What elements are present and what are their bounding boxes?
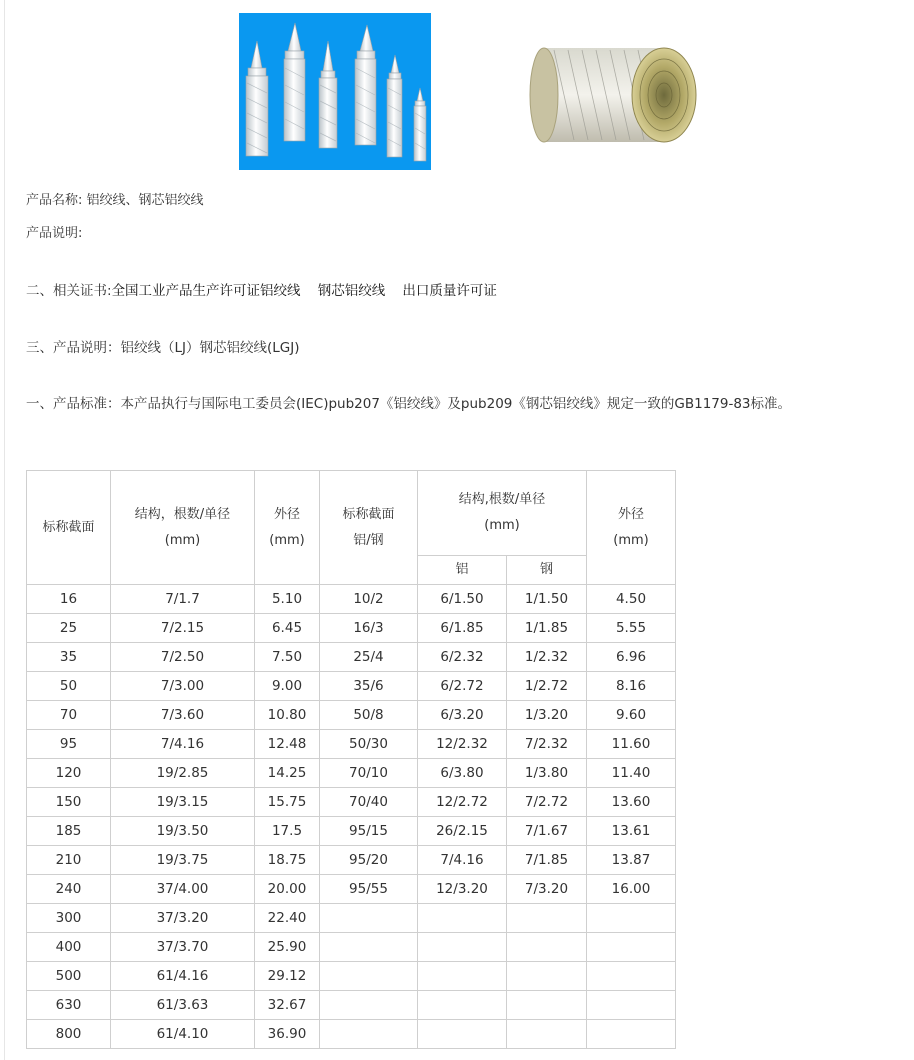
cell-lj-section: 500 bbox=[27, 962, 111, 991]
header-lj-diameter: 外径 (mm) bbox=[255, 471, 320, 585]
cell-lj-structure: 7/4.16 bbox=[111, 730, 255, 759]
table-row bbox=[27, 1020, 676, 1049]
cell-lj-structure: 7/1.7 bbox=[111, 585, 255, 614]
cell-lgj-diameter: 8.16 bbox=[587, 672, 676, 701]
cell-lgj-steel: 1/1.50 bbox=[507, 585, 587, 614]
cell-lgj-steel: 7/1.85 bbox=[507, 846, 587, 875]
cell-lj-structure: 7/3.00 bbox=[111, 672, 255, 701]
cell-lj-section: 400 bbox=[27, 933, 111, 962]
table-row bbox=[27, 643, 676, 672]
cell-lgj-section bbox=[320, 904, 418, 933]
cell-lgj-aluminum: 6/1.50 bbox=[418, 585, 507, 614]
cell-lgj-section: 70/10 bbox=[320, 759, 418, 788]
header-lgj-structure: 结构,根数/单径 (mm) bbox=[418, 471, 587, 556]
cell-lj-section: 240 bbox=[27, 875, 111, 904]
cell-lj-section: 70 bbox=[27, 701, 111, 730]
cell-lj-structure: 19/2.85 bbox=[111, 759, 255, 788]
cell-lj-diameter: 7.50 bbox=[255, 643, 320, 672]
cell-lj-section: 210 bbox=[27, 846, 111, 875]
table-row bbox=[27, 788, 676, 817]
certificates-line bbox=[26, 279, 497, 299]
cell-lgj-diameter: 13.60 bbox=[587, 788, 676, 817]
cell-lgj-aluminum: 6/3.80 bbox=[418, 759, 507, 788]
cell-lgj-section: 25/4 bbox=[320, 643, 418, 672]
cell-lgj-diameter bbox=[587, 904, 676, 933]
cell-lj-structure: 19/3.75 bbox=[111, 846, 255, 875]
cell-lj-structure: 61/4.16 bbox=[111, 962, 255, 991]
cell-lgj-aluminum: 7/4.16 bbox=[418, 846, 507, 875]
cell-lj-structure: 61/4.10 bbox=[111, 1020, 255, 1049]
cell-lgj-aluminum: 12/2.72 bbox=[418, 788, 507, 817]
table-row bbox=[27, 585, 676, 614]
cell-lgj-diameter: 11.40 bbox=[587, 759, 676, 788]
cell-lgj-diameter: 4.50 bbox=[587, 585, 676, 614]
cell-lgj-aluminum bbox=[418, 962, 507, 991]
table-row bbox=[27, 991, 676, 1020]
cell-lgj-steel: 1/1.85 bbox=[507, 614, 587, 643]
cell-lgj-aluminum: 12/3.20 bbox=[418, 875, 507, 904]
cell-lgj-diameter: 5.55 bbox=[587, 614, 676, 643]
cell-lgj-section: 50/8 bbox=[320, 701, 418, 730]
certificates-prefix: 二、相关证书: bbox=[26, 283, 112, 299]
cell-lj-diameter: 10.80 bbox=[255, 701, 320, 730]
cell-lj-diameter: 29.12 bbox=[255, 962, 320, 991]
product-standard-line: 一、产品标准：本产品执行与国际电工委员会(IEC)pub207《铝绞线》及pub209《钢芯铝绞线》规定一致的GB1179-83标准。 bbox=[26, 396, 792, 412]
cell-lj-structure: 19/3.50 bbox=[111, 817, 255, 846]
cell-lgj-section: 35/6 bbox=[320, 672, 418, 701]
certificate-item: 钢芯铝绞线 bbox=[317, 283, 386, 299]
table-header-row bbox=[27, 471, 676, 556]
header-lgj-aluminum: 铝 bbox=[418, 556, 507, 585]
cell-lj-structure: 61/3.63 bbox=[111, 991, 255, 1020]
cell-lgj-section: 16/3 bbox=[320, 614, 418, 643]
cell-lgj-steel: 1/3.80 bbox=[507, 759, 587, 788]
cell-lj-section: 50 bbox=[27, 672, 111, 701]
cell-lj-structure: 37/3.20 bbox=[111, 904, 255, 933]
steel-core-aluminum-wire-coil-image bbox=[524, 38, 710, 150]
cell-lj-diameter: 14.25 bbox=[255, 759, 320, 788]
cell-lj-diameter: 5.10 bbox=[255, 585, 320, 614]
cell-lgj-diameter bbox=[587, 1020, 676, 1049]
cell-lgj-steel bbox=[507, 991, 587, 1020]
cell-lgj-section: 95/20 bbox=[320, 846, 418, 875]
header-lj-section: 标称截面 bbox=[27, 471, 111, 585]
cell-lj-section: 95 bbox=[27, 730, 111, 759]
cell-lgj-diameter: 13.87 bbox=[587, 846, 676, 875]
table-row bbox=[27, 817, 676, 846]
cell-lgj-section: 10/2 bbox=[320, 585, 418, 614]
cell-lgj-aluminum bbox=[418, 1020, 507, 1049]
cell-lj-section: 120 bbox=[27, 759, 111, 788]
cell-lgj-diameter: 13.61 bbox=[587, 817, 676, 846]
cell-lgj-steel: 7/2.72 bbox=[507, 788, 587, 817]
cell-lgj-aluminum bbox=[418, 904, 507, 933]
product-description-label: 产品说明: bbox=[26, 226, 83, 241]
certificate-item: 全国工业产品生产许可证铝绞线 bbox=[111, 283, 301, 299]
cell-lgj-steel: 7/1.67 bbox=[507, 817, 587, 846]
table-row bbox=[27, 614, 676, 643]
cell-lj-section: 630 bbox=[27, 991, 111, 1020]
table-row bbox=[27, 759, 676, 788]
header-lgj-section: 标称截面 铝/钢 bbox=[320, 471, 418, 585]
header-lgj-diameter: 外径 (mm) bbox=[587, 471, 676, 585]
table-row bbox=[27, 672, 676, 701]
cell-lj-diameter: 36.90 bbox=[255, 1020, 320, 1049]
cell-lj-diameter: 12.48 bbox=[255, 730, 320, 759]
cell-lgj-aluminum: 6/3.20 bbox=[418, 701, 507, 730]
cell-lgj-section bbox=[320, 991, 418, 1020]
cell-lgj-aluminum: 6/2.32 bbox=[418, 643, 507, 672]
cell-lgj-section: 50/30 bbox=[320, 730, 418, 759]
cell-lj-structure: 37/3.70 bbox=[111, 933, 255, 962]
table-row bbox=[27, 875, 676, 904]
header-lj-structure: 结构，根数/单径 (mm) bbox=[111, 471, 255, 585]
cell-lj-diameter: 22.40 bbox=[255, 904, 320, 933]
cell-lgj-diameter: 11.60 bbox=[587, 730, 676, 759]
cell-lgj-steel: 7/2.32 bbox=[507, 730, 587, 759]
table-row bbox=[27, 933, 676, 962]
cell-lgj-section: 70/40 bbox=[320, 788, 418, 817]
specification-table bbox=[26, 470, 676, 1049]
cell-lgj-aluminum: 6/2.72 bbox=[418, 672, 507, 701]
cell-lgj-diameter: 6.96 bbox=[587, 643, 676, 672]
product-name-value: 铝绞线、钢芯铝绞线 bbox=[86, 193, 204, 208]
cell-lj-section: 16 bbox=[27, 585, 111, 614]
cell-lgj-section bbox=[320, 933, 418, 962]
cell-lgj-section bbox=[320, 1020, 418, 1049]
cell-lj-diameter: 17.5 bbox=[255, 817, 320, 846]
cell-lj-diameter: 32.67 bbox=[255, 991, 320, 1020]
cell-lgj-diameter: 16.00 bbox=[587, 875, 676, 904]
table-row bbox=[27, 962, 676, 991]
cell-lj-section: 800 bbox=[27, 1020, 111, 1049]
cell-lgj-steel: 7/3.20 bbox=[507, 875, 587, 904]
cell-lgj-aluminum: 6/1.85 bbox=[418, 614, 507, 643]
cell-lgj-aluminum: 26/2.15 bbox=[418, 817, 507, 846]
cell-lgj-section: 95/55 bbox=[320, 875, 418, 904]
table-row bbox=[27, 701, 676, 730]
header-lgj-steel: 钢 bbox=[507, 556, 587, 585]
cell-lj-section: 150 bbox=[27, 788, 111, 817]
cell-lj-structure: 19/3.15 bbox=[111, 788, 255, 817]
cell-lj-structure: 37/4.00 bbox=[111, 875, 255, 904]
cell-lj-section: 25 bbox=[27, 614, 111, 643]
cell-lgj-steel bbox=[507, 962, 587, 991]
cell-lgj-steel bbox=[507, 904, 587, 933]
table-row bbox=[27, 904, 676, 933]
product-name-label: 产品名称: bbox=[26, 193, 83, 208]
cell-lgj-diameter bbox=[587, 933, 676, 962]
cell-lj-diameter: 20.00 bbox=[255, 875, 320, 904]
table-row bbox=[27, 730, 676, 759]
cell-lgj-steel: 1/2.32 bbox=[507, 643, 587, 672]
cell-lgj-steel: 1/3.20 bbox=[507, 701, 587, 730]
left-border bbox=[4, 0, 5, 1060]
cell-lgj-section: 95/15 bbox=[320, 817, 418, 846]
cell-lj-diameter: 25.90 bbox=[255, 933, 320, 962]
cell-lgj-steel bbox=[507, 1020, 587, 1049]
cell-lgj-steel bbox=[507, 933, 587, 962]
cell-lgj-diameter: 9.60 bbox=[587, 701, 676, 730]
cell-lj-section: 35 bbox=[27, 643, 111, 672]
table-row bbox=[27, 846, 676, 875]
product-name-line bbox=[26, 189, 204, 208]
cell-lgj-steel: 1/2.72 bbox=[507, 672, 587, 701]
cell-lj-structure: 7/3.60 bbox=[111, 701, 255, 730]
cell-lj-diameter: 18.75 bbox=[255, 846, 320, 875]
cell-lgj-aluminum bbox=[418, 933, 507, 962]
cell-lj-diameter: 15.75 bbox=[255, 788, 320, 817]
cell-lj-section: 185 bbox=[27, 817, 111, 846]
certificate-item: 出口质量许可证 bbox=[402, 283, 497, 299]
cell-lgj-section bbox=[320, 962, 418, 991]
cell-lj-section: 300 bbox=[27, 904, 111, 933]
cell-lj-structure: 7/2.15 bbox=[111, 614, 255, 643]
cell-lgj-diameter bbox=[587, 991, 676, 1020]
cell-lgj-aluminum: 12/2.32 bbox=[418, 730, 507, 759]
cell-lj-diameter: 9.00 bbox=[255, 672, 320, 701]
product-description-line: 三、产品说明：铝绞线（LJ）钢芯铝绞线(LGJ) bbox=[26, 340, 300, 356]
aluminum-stranded-wire-samples-image bbox=[239, 13, 431, 170]
cell-lj-diameter: 6.45 bbox=[255, 614, 320, 643]
cell-lgj-diameter bbox=[587, 962, 676, 991]
cell-lgj-aluminum bbox=[418, 991, 507, 1020]
cell-lj-structure: 7/2.50 bbox=[111, 643, 255, 672]
